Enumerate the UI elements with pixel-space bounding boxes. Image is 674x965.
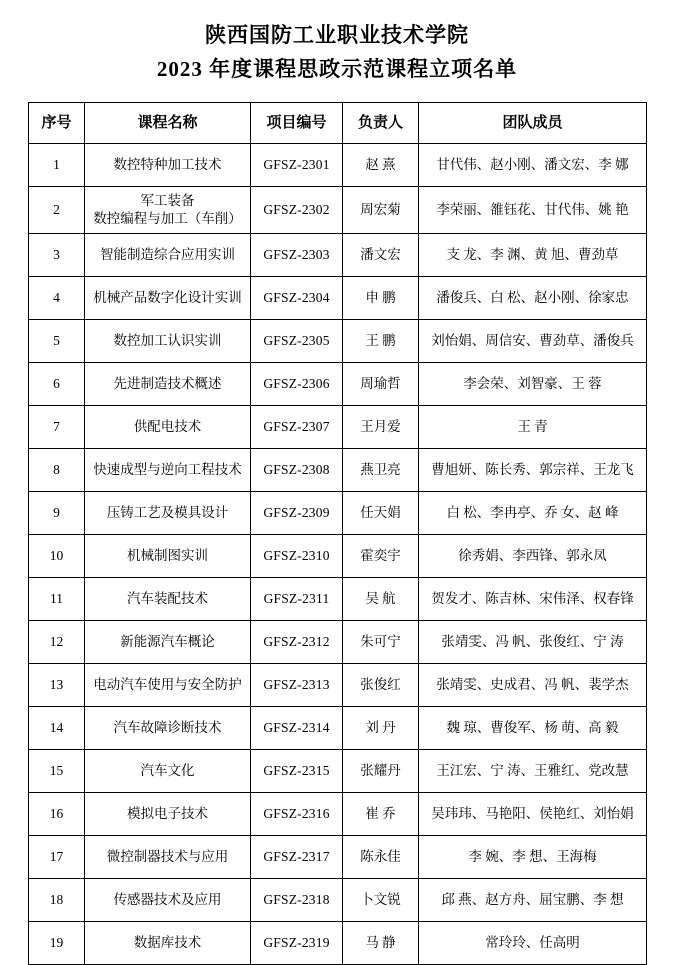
cell-index: 11 <box>29 578 85 621</box>
table-row <box>29 750 647 793</box>
table-row <box>29 879 647 922</box>
table-row <box>29 578 647 621</box>
table-row <box>29 836 647 879</box>
cell-project-code: GFSZ-2312 <box>251 621 343 664</box>
cell-course-name: 微控制器技术与应用 <box>85 836 251 879</box>
table-row <box>29 234 647 277</box>
table-row <box>29 535 647 578</box>
cell-leader: 周宏菊 <box>343 187 419 234</box>
cell-index: 6 <box>29 363 85 406</box>
cell-project-code: GFSZ-2318 <box>251 879 343 922</box>
cell-index: 17 <box>29 836 85 879</box>
cell-project-code: GFSZ-2307 <box>251 406 343 449</box>
table-row <box>29 320 647 363</box>
cell-project-code: GFSZ-2317 <box>251 836 343 879</box>
cell-leader: 陈永佳 <box>343 836 419 879</box>
table-row <box>29 406 647 449</box>
page-title <box>28 18 646 86</box>
cell-leader: 张俊红 <box>343 664 419 707</box>
column-header-project-code: 项目编号 <box>251 103 343 144</box>
cell-index: 9 <box>29 492 85 535</box>
cell-team-members: 张靖雯、史成君、冯 帆、裴学杰 <box>419 664 647 707</box>
column-header-index: 序号 <box>29 103 85 144</box>
course-listing-table <box>28 102 647 965</box>
cell-team-members: 吴玮玮、马艳阳、侯艳红、刘怡娟 <box>419 793 647 836</box>
cell-team-members: 魏 琼、曹俊军、杨 萌、高 毅 <box>419 707 647 750</box>
cell-leader: 燕卫亮 <box>343 449 419 492</box>
cell-course-name: 新能源汽车概论 <box>85 621 251 664</box>
table-row <box>29 363 647 406</box>
cell-course-name: 机械产品数字化设计实训 <box>85 277 251 320</box>
cell-leader: 朱可宁 <box>343 621 419 664</box>
cell-project-code: GFSZ-2315 <box>251 750 343 793</box>
table-row <box>29 621 647 664</box>
cell-team-members: 邱 燕、赵方舟、屈宝鹏、李 想 <box>419 879 647 922</box>
table-row <box>29 922 647 965</box>
cell-project-code: GFSZ-2301 <box>251 144 343 187</box>
cell-leader: 申 鹏 <box>343 277 419 320</box>
cell-index: 1 <box>29 144 85 187</box>
table-row <box>29 187 647 234</box>
table-row <box>29 492 647 535</box>
cell-leader: 卜文锐 <box>343 879 419 922</box>
cell-project-code: GFSZ-2313 <box>251 664 343 707</box>
table-row <box>29 144 647 187</box>
cell-leader: 周瑜哲 <box>343 363 419 406</box>
cell-course-name: 汽车故障诊断技术 <box>85 707 251 750</box>
cell-project-code: GFSZ-2314 <box>251 707 343 750</box>
cell-course-name: 供配电技术 <box>85 406 251 449</box>
cell-team-members: 张靖雯、冯 帆、张俊红、宁 涛 <box>419 621 647 664</box>
cell-course-name: 传感器技术及应用 <box>85 879 251 922</box>
cell-project-code: GFSZ-2311 <box>251 578 343 621</box>
cell-leader: 崔 乔 <box>343 793 419 836</box>
cell-index: 18 <box>29 879 85 922</box>
column-header-team-members: 团队成员 <box>419 103 647 144</box>
cell-leader: 赵 熹 <box>343 144 419 187</box>
cell-project-code: GFSZ-2319 <box>251 922 343 965</box>
cell-team-members: 白 松、李冉亭、乔 女、赵 峰 <box>419 492 647 535</box>
cell-team-members: 李 婉、李 想、王海梅 <box>419 836 647 879</box>
cell-index: 3 <box>29 234 85 277</box>
cell-course-name: 模拟电子技术 <box>85 793 251 836</box>
cell-course-name: 数据库技术 <box>85 922 251 965</box>
cell-team-members: 支 龙、李 渊、黄 旭、曹劲草 <box>419 234 647 277</box>
cell-leader: 刘 丹 <box>343 707 419 750</box>
cell-index: 10 <box>29 535 85 578</box>
cell-team-members: 潘俊兵、白 松、赵小刚、徐家忠 <box>419 277 647 320</box>
cell-team-members: 曹旭妍、陈长秀、郭宗祥、王龙飞 <box>419 449 647 492</box>
cell-course-name: 电动汽车使用与安全防护 <box>85 664 251 707</box>
cell-index: 7 <box>29 406 85 449</box>
column-header-course-name: 课程名称 <box>85 103 251 144</box>
cell-course-name: 快速成型与逆向工程技术 <box>85 449 251 492</box>
cell-course-name: 军工装备 数控编程与加工（车削） <box>85 187 251 234</box>
cell-team-members: 王江宏、宁 涛、王雅红、党改慧 <box>419 750 647 793</box>
cell-project-code: GFSZ-2310 <box>251 535 343 578</box>
cell-course-name: 汽车文化 <box>85 750 251 793</box>
title-line-1: 陕西国防工业职业技术学院 <box>205 23 469 47</box>
cell-project-code: GFSZ-2304 <box>251 277 343 320</box>
cell-project-code: GFSZ-2309 <box>251 492 343 535</box>
table-row <box>29 664 647 707</box>
table-row <box>29 449 647 492</box>
cell-project-code: GFSZ-2305 <box>251 320 343 363</box>
cell-course-name: 压铸工艺及模具设计 <box>85 492 251 535</box>
cell-team-members: 刘怡娟、周信安、曹劲草、潘俊兵 <box>419 320 647 363</box>
cell-leader: 王月爱 <box>343 406 419 449</box>
cell-leader: 霍奕宇 <box>343 535 419 578</box>
cell-team-members: 李会荣、刘智豪、王 蓉 <box>419 363 647 406</box>
cell-team-members: 甘代伟、赵小刚、潘文宏、李 娜 <box>419 144 647 187</box>
table-row <box>29 793 647 836</box>
cell-project-code: GFSZ-2306 <box>251 363 343 406</box>
cell-course-name: 先进制造技术概述 <box>85 363 251 406</box>
cell-leader: 吴 航 <box>343 578 419 621</box>
cell-team-members: 常玲玲、任高明 <box>419 922 647 965</box>
table-row <box>29 277 647 320</box>
cell-team-members: 徐秀娟、李西锋、郭永凤 <box>419 535 647 578</box>
cell-index: 8 <box>29 449 85 492</box>
cell-project-code: GFSZ-2316 <box>251 793 343 836</box>
cell-project-code: GFSZ-2303 <box>251 234 343 277</box>
table-body <box>29 144 647 965</box>
title-line-2: 2023 年度课程思政示范课程立项名单 <box>156 57 518 81</box>
cell-leader: 马 静 <box>343 922 419 965</box>
cell-team-members: 王 青 <box>419 406 647 449</box>
table-row <box>29 707 647 750</box>
cell-index: 12 <box>29 621 85 664</box>
cell-index: 2 <box>29 187 85 234</box>
cell-course-name: 数控加工认识实训 <box>85 320 251 363</box>
cell-project-code: GFSZ-2302 <box>251 187 343 234</box>
cell-course-name: 智能制造综合应用实训 <box>85 234 251 277</box>
cell-team-members: 贺发才、陈吉林、宋伟泽、权春锋 <box>419 578 647 621</box>
cell-index: 16 <box>29 793 85 836</box>
cell-index: 19 <box>29 922 85 965</box>
cell-leader: 王 鹏 <box>343 320 419 363</box>
cell-index: 5 <box>29 320 85 363</box>
cell-course-name: 数控特种加工技术 <box>85 144 251 187</box>
cell-index: 4 <box>29 277 85 320</box>
cell-leader: 任天娟 <box>343 492 419 535</box>
cell-index: 15 <box>29 750 85 793</box>
cell-index: 14 <box>29 707 85 750</box>
cell-index: 13 <box>29 664 85 707</box>
cell-project-code: GFSZ-2308 <box>251 449 343 492</box>
cell-course-name: 汽车装配技术 <box>85 578 251 621</box>
table-header-row <box>29 103 647 144</box>
cell-team-members: 李荣丽、雒钰花、甘代伟、姚 艳 <box>419 187 647 234</box>
cell-leader: 潘文宏 <box>343 234 419 277</box>
cell-course-name: 机械制图实训 <box>85 535 251 578</box>
column-header-leader: 负责人 <box>343 103 419 144</box>
cell-leader: 张耀丹 <box>343 750 419 793</box>
